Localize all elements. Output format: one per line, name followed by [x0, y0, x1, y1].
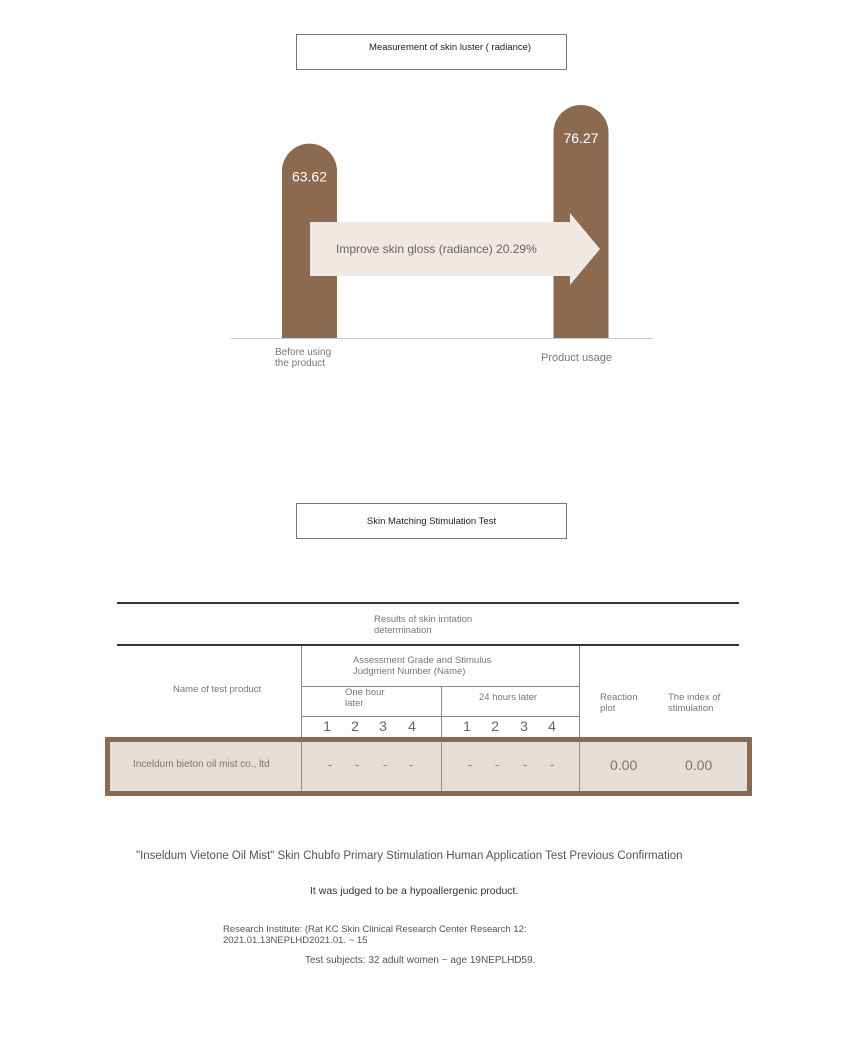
header-reaction-plot: Reaction plot [600, 692, 638, 714]
row-grade-value: - [354, 757, 360, 772]
table-caption: Results of skin irritation determination [374, 614, 473, 636]
row-grade-value: - [494, 757, 500, 772]
row-grade-value: - [408, 757, 414, 772]
grade-label: 3 [520, 718, 528, 734]
table-top-rule [117, 602, 739, 604]
table-title: Skin Matching Stimulation Test [296, 503, 567, 539]
header-assessment: Assessment Grade and Stimulus Judgment Number (Name) [353, 655, 492, 677]
grade-label: 4 [408, 718, 416, 734]
grade-label: 1 [323, 718, 331, 734]
header-24-hours: 24 hours later [479, 692, 538, 703]
table-header-rule [117, 644, 739, 646]
grade-label: 4 [548, 718, 556, 734]
header-stimulation-index: The index of stimulation [668, 692, 721, 714]
grade-label: 2 [491, 718, 499, 734]
row-index-value: 0.00 [685, 757, 713, 773]
header-divider [301, 686, 580, 687]
row-grade-value: - [467, 757, 473, 772]
research-institute: Research Institute: (Rat KC Skin Clinical Research Center Research 12: 2021.01.13NEPLHD2021.01. ~ 15 [223, 924, 527, 946]
test-subjects: Test subjects: 32 adult women ~ age 19NEPLHD59. [305, 955, 536, 966]
row-grade-value: - [549, 757, 555, 772]
test-judgment: It was judged to be a hypoallergenic product. [310, 885, 519, 897]
header-one-hour: One hour later [345, 687, 385, 709]
row-reaction-value: 0.00 [610, 757, 638, 773]
bar-value-label: 76.27 [563, 130, 599, 146]
chart-title: Measurement of skin luster ( radiance) [296, 34, 567, 70]
row-grade-value: - [522, 757, 528, 772]
row-grade-value: - [382, 757, 388, 772]
bar-chart [0, 0, 860, 420]
bar-value-label: 63.62 [291, 168, 328, 185]
row-product-name: Inceldum bieton oil mist co., ltd [133, 759, 270, 770]
row-divider [441, 742, 442, 791]
grade-label: 3 [379, 718, 387, 734]
test-confirmation-heading: "Inseldum Vietone Oil Mist" Skin Chubfo Primary Stimulation Human Application Test Previous Confirmation [136, 850, 683, 862]
grade-label: 2 [351, 718, 359, 734]
header-test-product: Name of test product [173, 684, 262, 695]
x-tick-label-before: Before using the product [275, 347, 332, 369]
improvement-annotation: Improve skin gloss (radiance) 20.29% [336, 242, 537, 256]
header-divider [301, 716, 580, 717]
row-grade-value: - [327, 757, 333, 772]
row-divider [579, 742, 580, 791]
grade-label: 1 [463, 718, 471, 734]
x-tick-label-after: Product usage [541, 352, 612, 364]
row-divider [301, 742, 302, 791]
